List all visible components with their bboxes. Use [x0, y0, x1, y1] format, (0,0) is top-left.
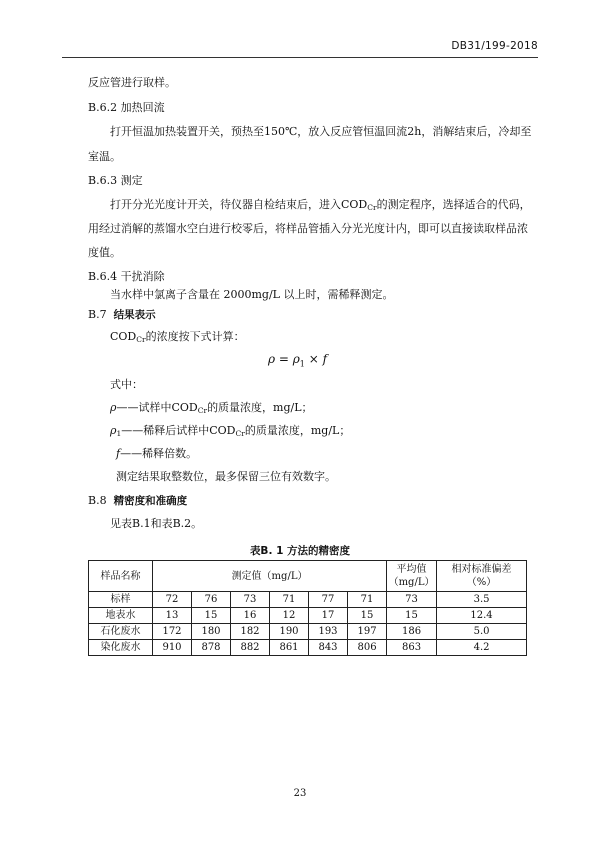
- cell-value: 806: [348, 640, 387, 656]
- formula: $\rho = \rho_1 \times f$: [268, 352, 328, 369]
- cell-average: 186: [387, 624, 437, 640]
- cell-value: 882: [231, 640, 270, 656]
- paragraph-line: 见表B.1和表B.2。: [110, 517, 203, 530]
- paragraph-line: 用经过消解的蒸馏水空白进行校零后，将样品管插入分光光度计内，即可以直接读取样品浓: [88, 222, 528, 235]
- document-id: DB31/199-2018: [451, 40, 538, 52]
- cell-average: 15: [387, 608, 437, 624]
- paragraph-line: 测定结果取整数位，最多保留三位有效数字。: [116, 470, 336, 483]
- cell-value: 172: [153, 624, 192, 640]
- continued-text: 反应管进行取样。: [88, 76, 176, 89]
- cell-value: 12: [270, 608, 309, 624]
- cell-sample-name: 石化废水: [89, 624, 153, 640]
- table-header-row: [89, 561, 527, 592]
- where-label: 式中：: [110, 378, 143, 391]
- table-row: [89, 592, 527, 608]
- cell-value: 72: [153, 592, 192, 608]
- table-row: [89, 608, 527, 624]
- cell-value: 15: [192, 608, 231, 624]
- cell-value: 71: [270, 592, 309, 608]
- table-row: [89, 640, 527, 656]
- definition-line: $\rho_1——$稀释后试样中$COD_{Cr}$的质量浓度，mg/L；: [110, 424, 351, 438]
- cell-sample-name: 染化废水: [89, 640, 153, 656]
- cell-value: 17: [309, 608, 348, 624]
- cell-value: 76: [192, 592, 231, 608]
- cell-value: 77: [309, 592, 348, 608]
- paragraph-line: 打开恒温加热装置开关，预热至150℃，放入反应管恒温回流2h，消解结束后，冷却至: [110, 125, 532, 138]
- header-rule: [62, 57, 538, 58]
- header-rsd: 相对标准偏差 （%）: [437, 561, 527, 592]
- cell-value: 190: [270, 624, 309, 640]
- paragraph-line: $COD_{Cr}$的浓度按下式计算：: [110, 330, 245, 344]
- cell-value: 73: [231, 592, 270, 608]
- cell-value: 193: [309, 624, 348, 640]
- cell-rsd: 3.5: [437, 592, 527, 608]
- table-caption: 表B. 1 方法的精密度: [249, 545, 351, 557]
- cell-rsd: 12.4: [437, 608, 527, 624]
- paragraph-line: 打开分光光度计开关，待仪器自检结束后，进入$COD_{Cr}$的测定程序，选择适合的代码，: [110, 198, 531, 212]
- page-number: 23: [293, 788, 307, 799]
- header-sample-name: 样品名称: [89, 561, 153, 592]
- cell-value: 13: [153, 608, 192, 624]
- cell-value: 910: [153, 640, 192, 656]
- paragraph-line: 度值。: [88, 246, 121, 259]
- header-average: 平均值 （mg/L）: [387, 561, 437, 592]
- table-row: [89, 624, 527, 640]
- precision-table: [88, 560, 527, 656]
- cell-value: 861: [270, 640, 309, 656]
- cell-value: 878: [192, 640, 231, 656]
- cell-value: 15: [348, 608, 387, 624]
- section-heading-heating: B.6.2 加热回流: [88, 101, 165, 114]
- cell-rsd: 5.0: [437, 624, 527, 640]
- section-heading-precision: B.8 精密度和准确度: [88, 494, 188, 507]
- cell-value: 71: [348, 592, 387, 608]
- cell-rsd: 4.2: [437, 640, 527, 656]
- paragraph-line: 室温。: [88, 150, 121, 163]
- definition-line: f——稀释倍数。: [116, 447, 198, 460]
- section-heading-measurement: B.6.3 测定: [88, 174, 143, 187]
- header-measured: 测定值（mg/L）: [153, 561, 387, 592]
- cell-value: 843: [309, 640, 348, 656]
- cell-sample-name: 标样: [89, 592, 153, 608]
- section-heading-interference: B.6.4 干扰消除: [88, 270, 165, 283]
- cell-sample-name: 地表水: [89, 608, 153, 624]
- cell-value: 182: [231, 624, 270, 640]
- cell-value: 16: [231, 608, 270, 624]
- definition-line: ρ——试样中$COD_{Cr}$的质量浓度，mg/L；: [110, 401, 313, 415]
- section-heading-results: B.7 结果表示: [88, 308, 156, 321]
- cell-value: 180: [192, 624, 231, 640]
- cell-value: 197: [348, 624, 387, 640]
- paragraph-line: 当水样中氯离子含量在 2000mg/L 以上时，需稀释测定。: [110, 288, 394, 301]
- cell-average: 863: [387, 640, 437, 656]
- cell-average: 73: [387, 592, 437, 608]
